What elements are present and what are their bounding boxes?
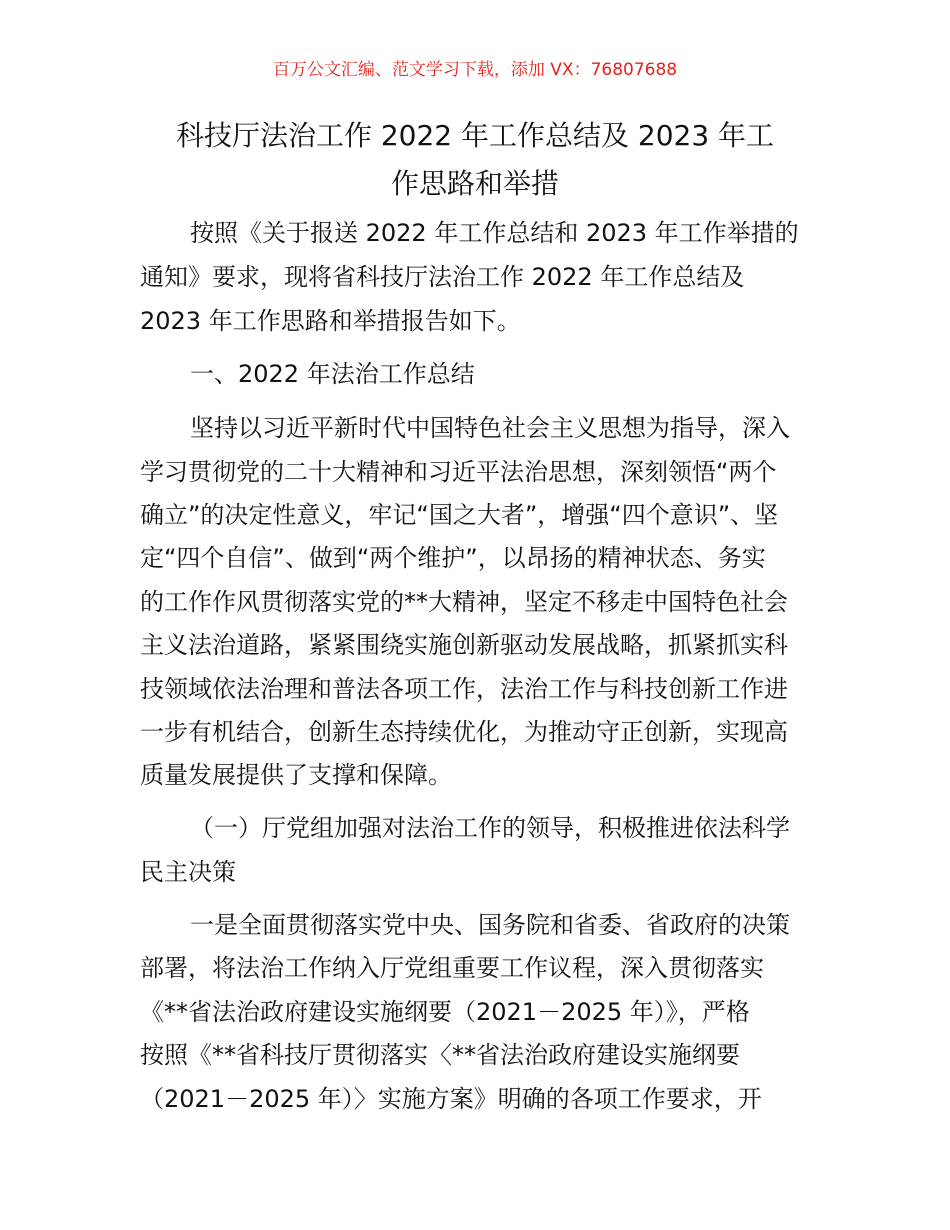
body-line: 技领域依法治理和普法各项工作，法治工作与科技创新工作进 (140, 675, 788, 703)
title-line-2: 作思路和举措 (390, 167, 559, 200)
body-line: 坚持以习近平新时代中国特色社会主义思想为指导，深入 (190, 414, 790, 442)
title-line-1: 科技厅法治工作 2022 年工作总结及 2023 年工 (175, 119, 775, 152)
subsection-heading-continued: 民主决策 (140, 858, 236, 886)
body-line: 《**省法治政府建设实施纲要（2021－2025 年）》，严格 (140, 998, 750, 1026)
document-title (140, 112, 810, 208)
body-line: 学习贯彻党的二十大精神和习近平法治思想，深刻领悟“两个 (140, 458, 777, 486)
section-heading: 一、2022 年法治工作总结 (190, 360, 475, 388)
subsection-heading: （一）厅党组加强对法治工作的领导，积极推进依法科学 (190, 814, 790, 842)
body-line: 通知》要求，现将省科技厅法治工作 2022 年工作总结及 (140, 263, 745, 291)
body-line: 按照《关于报送 2022 年工作总结和 2023 年工作举措的 (190, 219, 799, 247)
body-line: 按照《**省科技厅贯彻落实〈**省法治政府建设实施纲要 (140, 1041, 740, 1069)
body-line: 定“四个自信”、做到“两个维护”，以昂扬的精神状态、务实 (140, 544, 766, 572)
body-line: （2021－2025 年）〉实施方案》明确的各项工作要求，开 (140, 1085, 762, 1113)
body-line: 的工作作风贯彻落实党的**大精神，坚定不移走中国特色社会 (140, 588, 788, 616)
body-line: 一是全面贯彻落实党中央、国务院和省委、省政府的决策 (190, 911, 790, 939)
body-line: 一步有机结合，创新生态持续优化，为推动守正创新，实现高 (140, 718, 788, 746)
body-line: 确立”的决定性意义，牢记“国之大者”，增强“四个意识”、坚 (140, 501, 779, 529)
body-line: 质量发展提供了支撑和保障。 (140, 761, 452, 789)
body-line: 2023 年工作思路和举措报告如下。 (140, 307, 521, 335)
body-line: 主义法治道路，紧紧围绕实施创新驱动发展战略，抓紧抓实科 (140, 631, 788, 659)
watermark-banner: 百万公文汇编、范文学习下载，添加 VX：76807688 (272, 60, 678, 80)
body-line: 部署，将法治工作纳入厅党组重要工作议程，深入贯彻落实 (140, 954, 764, 982)
